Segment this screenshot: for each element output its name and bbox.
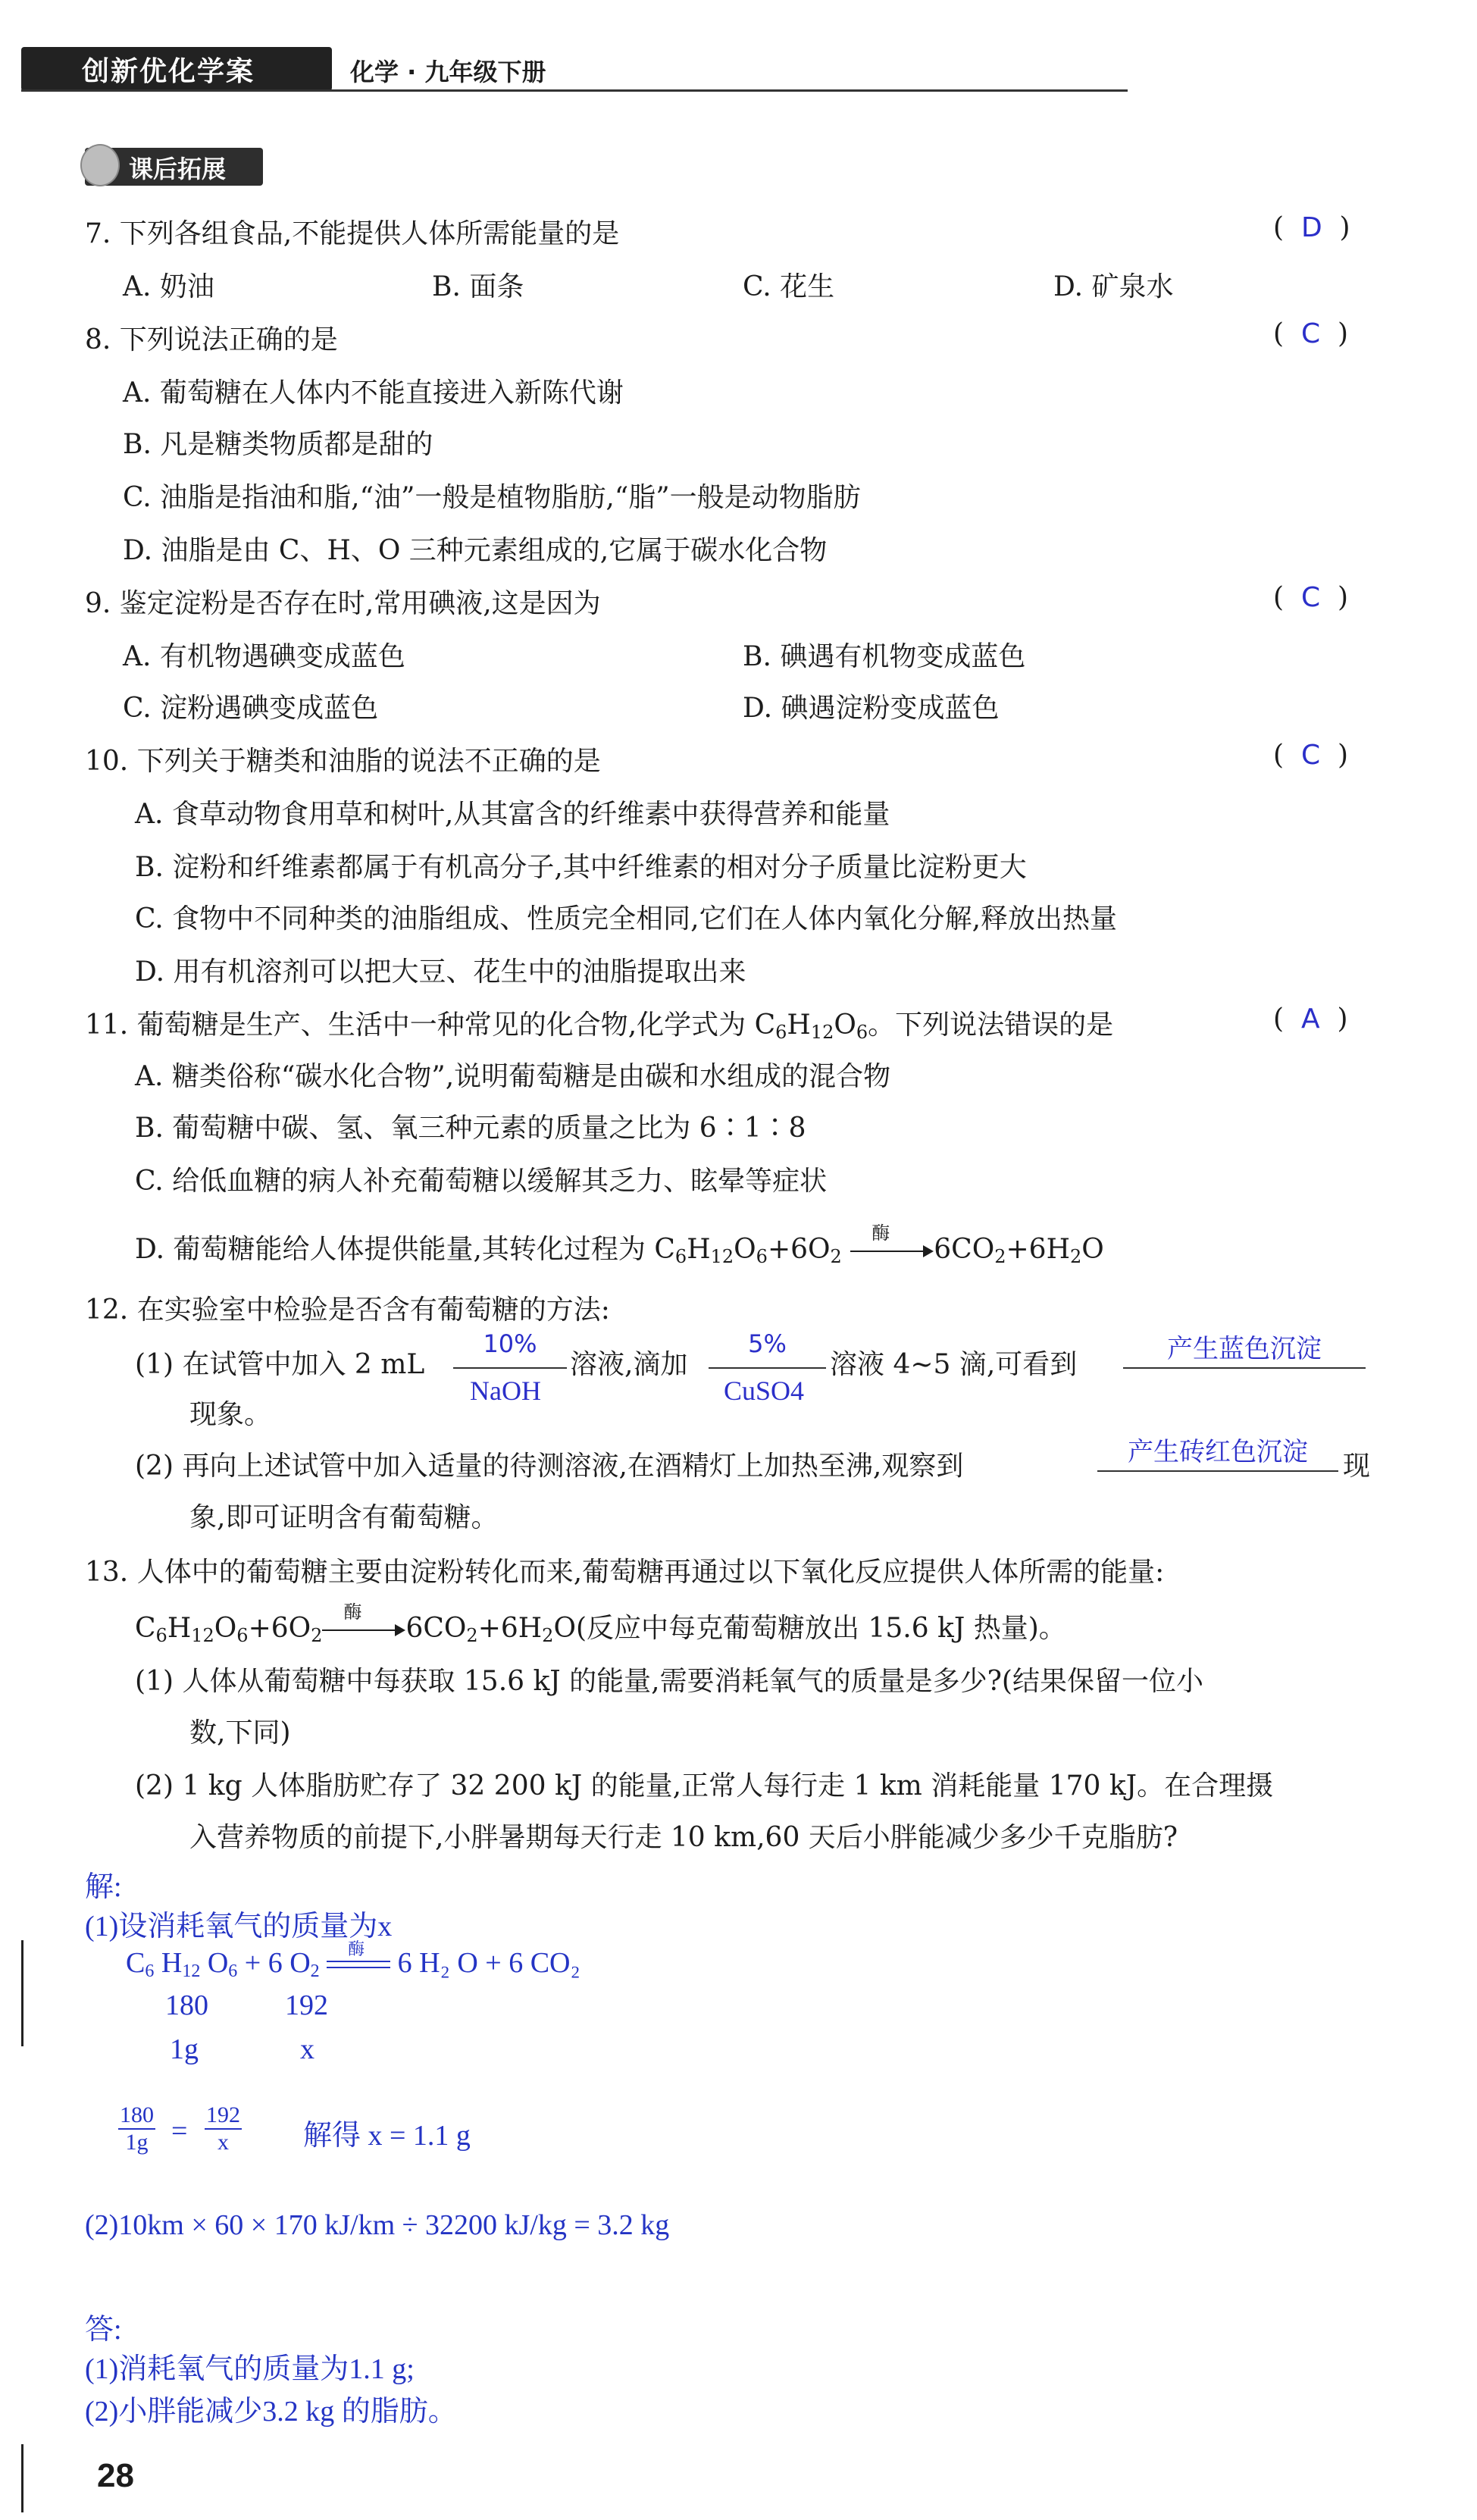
solution-label: 解: [85,1871,122,1903]
enzyme-label: 酶 [871,1222,890,1244]
q9-option-a: A. 有机物遇碘变成蓝色 [123,641,405,672]
brand-title: 创新优化学案 [82,56,255,87]
blank-observation-1: 产生蓝色沉淀 [1123,1328,1366,1369]
page-number: 28 [97,2457,134,2494]
q11-option-d-text: D. 葡萄糖能给人体提供能量,其转化过程为 C [135,1234,675,1265]
answer-label: 答: [85,2314,122,2346]
q12-stem: 12. 在实验室中检验是否含有葡萄糖的方法: [85,1294,610,1326]
q10-option-b: B. 淀粉和纤维素都属于有机高分子,其中纤维素的相对分子质量比淀粉更大 [135,852,1027,883]
mass-oxygen: x [300,2033,314,2065]
molar-mass-glucose: 180 [165,1989,208,2021]
q11-stem-pre: 11. 葡萄糖是生产、生活中一种常见的化合物,化学式为 C [85,1010,776,1041]
q8-stem: 8. 下列说法正确的是 [85,324,338,355]
q10-option-d: D. 用有机溶剂可以把大豆、花生中的油脂提取出来 [135,956,746,988]
q12-part2-b: 现 [1343,1451,1371,1482]
solution-equation: $C_6$ $H_{12}$ $O_6 + 6$ $O_2$ 酶 6 H₂ O + 6 CO₂ [126,1946,580,1982]
q13-stem: 13. 人体中的葡萄糖主要由淀粉转化而来,葡萄糖再通过以下氧化反应提供人体所需的能量: [85,1557,1165,1588]
solution-line-1: (1)设消耗氧气的质量为x [85,1911,393,1942]
answer-line-1: (1)消耗氧气的质量为1.1 g; [85,2353,415,2385]
enzyme-label: 酶 [343,1601,362,1623]
q10-answer-bracket: ( C ) [1273,740,1349,771]
q8-option-c: C. 油脂是指油和脂,“油”一般是植物脂肪,“脂”一般是动物脂肪 [123,482,861,513]
q9-option-d: D. 碘遇淀粉变成蓝色 [743,693,1000,724]
q7-stem: 7. 下列各组食品,不能提供人体所需能量的是 [85,218,620,249]
q8-option-b: B. 凡是糖类物质都是甜的 [123,429,433,460]
subject-title: 化学 · 九年级下册 [350,58,546,86]
lightbulb-icon [80,144,120,186]
enzyme-label: 酶 [348,1939,365,1959]
q9-answer: C [1300,582,1321,613]
q13-part2-b: 入营养物质的前提下,小胖暑期每天行走 10 km,60 天后小胖能减少多少千克脂肪? [189,1822,1178,1853]
q8-option-d: D. 油脂是由 C、H、O 三种元素组成的,它属于碳水化合物 [123,535,828,566]
answer-line-2: (2)小胖能减少3.2 kg 的脂肪。 [85,2396,457,2428]
q13-part1-a: (1) 人体从葡萄糖中每获取 15.6 kJ 的能量,需要消耗氧气的质量是多少?(结果保留一位小 [135,1666,1203,1697]
molar-mass-oxygen: 192 [285,1989,328,2021]
q9-stem: 9. 鉴定淀粉是否存在时,常用碘液,这是因为 [85,588,601,619]
q11-stem: 11. 葡萄糖是生产、生活中一种常见的化合物,化学式为 $C_6H_{12}O_6$。下列说法错误的是 [85,1010,1114,1043]
q10-option-c: C. 食物中不同种类的油脂组成、性质完全相同,它们在人体内氧化分解,释放出热量 [135,903,1118,934]
q12-part1-a: (1) 在试管中加入 2 mL [135,1349,425,1380]
q12-part1-b: 溶液,滴加 [570,1349,688,1380]
q9-answer-bracket: ( C ) [1273,582,1349,613]
header-divider [21,89,1128,92]
q12-part1-c: 溶液 4~5 滴,可看到 [830,1349,1078,1380]
ratio-fraction-1 [118,2102,155,2155]
margin-rule [21,2444,23,2512]
q10-option-a: A. 食草动物食用草和树叶,从其富含的纤维素中获得营养和能量 [135,799,890,830]
q8-answer-bracket: ( C ) [1273,318,1349,349]
fraction-1-numerator: 180 [118,2102,155,2130]
q9-option-c: C. 淀粉遇碘变成蓝色 [123,693,379,724]
section-title: 课后拓展 [129,155,227,183]
blank-reagent-2: CuSO4 [724,1376,805,1406]
ratio-fraction-2 [205,2102,242,2155]
q10-stem: 10. 下列关于糖类和油脂的说法不正确的是 [85,746,601,777]
q13-part1-b: 数,下同) [189,1717,291,1748]
q13-equation: $C_6H_{12}O_6+6O_2$ 酶 $6CO_2+6H_2O$(反应中每克葡萄糖放出 15.6 kJ 热量)。 [135,1607,1066,1646]
blank-concentration-1: 10% [453,1329,567,1369]
q7-option-d: D. 矿泉水 [1053,271,1174,302]
q8-answer: C [1300,318,1321,349]
q11-option-d: D. 葡萄糖能给人体提供能量,其转化过程为 $C_6H_{12}O_6+6O_2$ 酶 $6CO_2+6H_2O$ [135,1228,1104,1267]
solution-line-2: (2)10km × 60 × 170 kJ/km ÷ 32200 kJ/kg = 3.2 kg [85,2209,670,2241]
reaction-arrow [322,1601,405,1638]
q9-option-b: B. 碘遇有机物变成蓝色 [743,641,1026,672]
blank-observation-2: 产生砖红色沉淀 [1097,1431,1338,1472]
q11-option-a: A. 糖类俗称“碳水化合物”,说明葡萄糖是由碳和水组成的混合物 [135,1061,891,1092]
q7-option-b: B. 面条 [432,271,524,302]
margin-rule [21,1940,23,2046]
mass-glucose: 1g [170,2033,199,2065]
q7-answer-bracket: ( D ) [1273,212,1350,243]
solution-result: 解得 x = 1.1 g [303,2120,471,2152]
fraction-1-denominator: 1g [125,2130,149,2155]
q10-answer: C [1300,740,1321,771]
q11-stem-post: 。下列说法错误的是 [868,1010,1114,1041]
blank-concentration-2: 5% [709,1329,826,1369]
q11-answer: A [1300,1003,1320,1035]
blank-reagent-1: NaOH [470,1376,541,1406]
q13-equation-note: (反应中每克葡萄糖放出 15.6 kJ 热量)。 [575,1613,1066,1644]
q13-part2-a: (2) 1 kg 人体脂肪贮存了 32 200 kJ 的能量,正常人每行走 1 km 消耗能量 170 kJ。在合理摄 [135,1770,1274,1802]
solution-equation-right: 6 H₂ O + 6 CO₂ [397,1947,580,1979]
q12-part1-d: 现象。 [189,1399,272,1430]
fraction-2-denominator: x [217,2130,229,2155]
q11-option-c: C. 给低血糖的病人补充葡萄糖以缓解其乏力、眩晕等症状 [135,1166,828,1197]
q12-part2-c: 象,即可证明含有葡萄糖。 [189,1502,499,1533]
q7-answer: D [1300,212,1322,243]
q11-option-b: B. 葡萄糖中碳、氢、氧三种元素的质量之比为 6∶1∶8 [135,1113,806,1144]
fraction-2-numerator: 192 [205,2102,242,2130]
equals-sign: = [171,2115,188,2147]
q7-option-c: C. 花生 [743,271,835,302]
reaction-arrow [850,1222,934,1259]
q12-part2-a: (2) 再向上述试管中加入适量的待测溶液,在酒精灯上加热至沸,观察到 [135,1451,964,1482]
q7-option-a: A. 奶油 [123,271,214,302]
q11-answer-bracket: ( A ) [1273,1003,1348,1035]
q8-option-a: A. 葡萄糖在人体内不能直接进入新陈代谢 [123,377,624,409]
